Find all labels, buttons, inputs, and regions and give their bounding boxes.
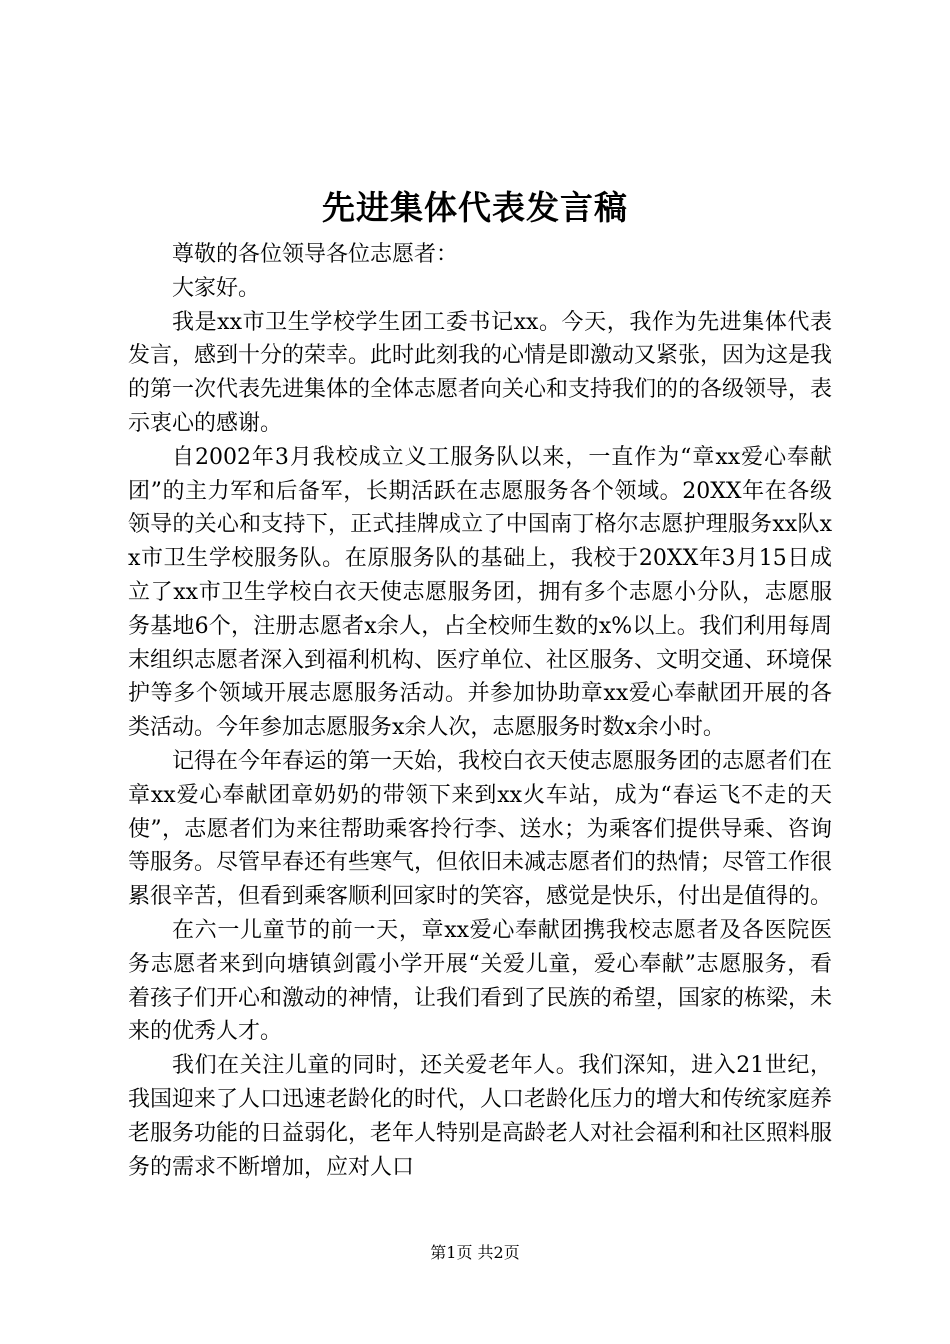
- document-title: 先进集体代表发言稿: [322, 188, 628, 227]
- paragraph: 在六一儿童节的前一天，章xx爱心奉献团携我校志愿者及各医院医务志愿者来到向塘镇剑霞小学开展“关爱儿童，爱心奉献”志愿服务，看着孩子们开心和激动的神情，让我们看到了民族的希望，国家的栋梁，未来的优秀人才。: [128, 917, 833, 1045]
- paragraph: 记得在今年春运的第一天始，我校白衣天使志愿服务团的志愿者们在章xx爱心奉献团章奶奶的带领下来到xx火车站，成为“春运飞不走的天使”，志愿者们为来往帮助乘客拎行李、送水；为乘客们提供导乘、咨询等服务。尽管早春还有些寒气，但依旧未减志愿者们的热情；尽管工作很累很辛苦，但看到乘客顺利回家时的笑容，感觉是快乐，付出是值得的。: [128, 748, 833, 910]
- paragraph: 自2002年3月我校成立义工服务队以来，一直作为“章xx爱心奉献团”的主力军和后备军，长期活跃在志愿服务各个领域。20XX年在各级领导的关心和支持下，正式挂牌成立了中国南丁格尔志愿护理服务xx队xx市卫生学校服务队。在原服务队的基础上，我校于20XX年3月15日成立了xx市卫生学校白衣天使志愿服务团，拥有多个志愿小分队，志愿服务基地6个，注册志愿者x余人，占全校师生数的x%以上。我们利用每周末组织志愿者深入到福利机构、医疗单位、社区服务、文明交通、环境保护等多个领域开展志愿服务活动。并参加协助章xx爱心奉献团开展的各类活动。今年参加志愿服务x余人次，志愿服务时数x余小时。: [128, 444, 833, 741]
- page-footer: 第1页 共2页: [430, 1243, 520, 1262]
- greeting: 大家好。: [172, 275, 261, 301]
- salutation: 尊敬的各位领导各位志愿者：: [172, 242, 459, 267]
- paragraph: 我们在关注儿童的同时，还关爱老年人。我们深知，进入21世纪，我国迎来了人口迅速老龄化的时代，人口老龄化压力的增大和传统家庭养老服务功能的日益弱化，老年人特别是高龄老人对社会福利和社区照料服务的需求不断增加，应对人口: [128, 1053, 833, 1180]
- paragraph: 我是xx市卫生学校学生团工委书记xx。今天，我作为先进集体代表发言，感到十分的荣幸。此时此刻我的心情是即激动又紧张，因为这是我的第一次代表先进集体的全体志愿者向关心和支持我们的的各级领导，表示衷心的感谢。: [128, 309, 833, 436]
- document-body: [128, 238, 832, 1184]
